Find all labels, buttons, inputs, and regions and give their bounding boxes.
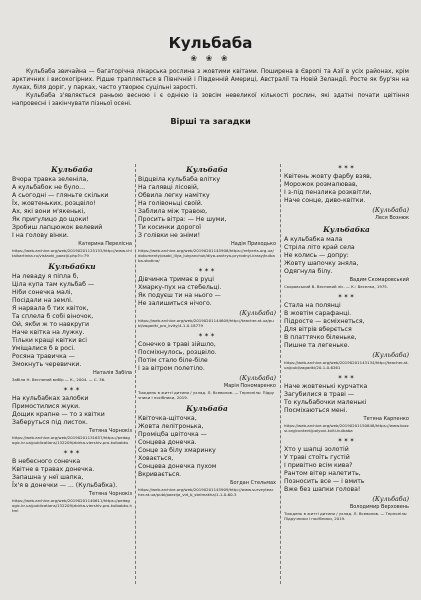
poem-line: На галявці лісовій,	[138, 184, 199, 191]
poem-line: Квіточка-щіточка,	[138, 415, 197, 422]
poem-line: Змокнуть черевички.	[12, 361, 82, 368]
poem-author: Надія Приходько	[231, 241, 276, 247]
poem-line: Просить вітра: — Не шуми,	[138, 216, 227, 223]
poem-source: Забіла Н. Весняний вибір — К., 2004. — С. 36.	[12, 377, 106, 382]
poem-block	[284, 374, 409, 433]
stars-separator-icon: ✶✶✶	[337, 374, 356, 381]
poem-author: Володимир Верховень	[349, 504, 409, 510]
stars-separator-icon: ✶✶✶	[337, 437, 356, 444]
poem-line: Я нарвала б тих квіток,	[12, 305, 89, 312]
poem-line: Для вітрів вберється	[284, 326, 352, 333]
poem-line: Ніби сонечка малі,	[12, 289, 73, 296]
poem-line: На голівоньці своїй.	[138, 200, 203, 207]
poem-line: Квітень жовту фарбу взяв,	[284, 173, 372, 180]
poem-block	[284, 293, 409, 370]
poem-line: І привітно всім кива?	[284, 462, 353, 469]
poem-line: Не залишиться нічого.	[138, 300, 212, 307]
poem-line: Їх'я в донечки — ... (Кульбабка).	[12, 482, 118, 489]
poem-line: Ти косинки дорогої	[138, 224, 202, 231]
poem-block	[12, 449, 132, 513]
poem-line: Пишне та легеньке.	[284, 342, 350, 349]
poem-line: І на голову вінки.	[12, 232, 69, 239]
poem-line: А кульбабка мала	[284, 236, 343, 243]
poem-line: Сонцева донечка.	[138, 439, 197, 446]
poem-line: Потім стало біле-біле	[138, 357, 208, 364]
poem-block	[12, 165, 132, 258]
poem-source: Тиждень в житті дитини / ухлад. Л. Всеволов. — Тернопіль: Підручники і посібники, 2019.	[284, 511, 408, 521]
riddle-answer: (Кульбаба)	[372, 206, 409, 214]
poem-block	[12, 262, 132, 382]
poem-author: Вадим Скомаровський	[349, 277, 409, 283]
document-page	[12, 12, 409, 590]
poem-line: Вкривається.	[138, 471, 182, 478]
poem-lines	[284, 302, 409, 350]
poem-line: Їх, жовтеньких, розцвіло!	[12, 200, 96, 207]
poem-line: В платтячко біленьке,	[284, 334, 357, 341]
poem-line: Стала на полянці	[284, 302, 341, 309]
poem-line: Як пригулицо до щоки!	[12, 216, 89, 223]
stars-separator-icon: ✶✶✶	[62, 386, 82, 393]
poem-line: А сьогодні — гляньте скільки	[12, 192, 109, 199]
poems-column-3	[284, 162, 409, 590]
poem-author: Тетяна Чорнокіз	[88, 428, 132, 434]
document-title: Кульбаба	[168, 34, 253, 52]
poem-title: Кульбаба	[51, 165, 93, 174]
poem-line: На кульбабках залобки	[12, 395, 89, 402]
poem-lines	[284, 236, 409, 276]
riddle-answer: (Кульбаба)	[372, 495, 409, 503]
poem-line: Вчора травка зеленіла,	[12, 176, 89, 183]
intro-text	[12, 68, 409, 108]
poem-block	[284, 437, 409, 521]
poem-lines	[138, 341, 276, 373]
poem-lines	[138, 415, 276, 479]
poem-line: Жовта лелітронька,	[138, 423, 204, 430]
poem-line: Заблила між травою,	[138, 208, 208, 215]
poem-lines	[284, 383, 409, 415]
poem-lines	[12, 458, 132, 490]
poem-source: https://web.archive.org/web/20190201145909/http://www.surveyteacher.at.ua/publ/poezija_vid_b_stelmakha/1-1-0-60-3	[138, 487, 274, 497]
poem-source: https://web.archive.org/web/20190201125153/http://www.chitaikartinka.ru/vistavki_poeziji.php?i=79	[12, 248, 132, 258]
stars-separator-icon: ✶✶✶	[337, 164, 356, 171]
poem-line: І за вітром полетіло.	[138, 365, 205, 372]
poem-block	[138, 267, 276, 328]
poem-line: Тільки кращі квітки всі	[12, 337, 87, 344]
column-divider	[280, 164, 281, 584]
poem-line: Сонцева донечка пухом	[138, 463, 217, 470]
poem-title: Кульбаба	[186, 165, 228, 174]
poem-line: Сонечко в траві зійшло,	[138, 341, 216, 348]
section-heading: Вірші та загадки	[170, 116, 251, 126]
stars-separator-icon: ✶✶✶	[197, 332, 217, 339]
poem-source: https://web.archive.org/web/20190201145908/https://refyerts.org.ua/dokumenty/osobi_illya_lukyanchuk/dlya-zavtrya-pryrodnyi-krasy/kulbaba-skotina/	[138, 248, 275, 263]
poem-line: Посміхнулось, розцвіло.	[138, 349, 217, 356]
poem-line: Одягнула білу.	[284, 268, 333, 275]
column-divider	[135, 164, 136, 584]
poem-line: Дівчинка тримає в руці	[138, 276, 214, 283]
poem-line: Стріла літо край села	[284, 244, 355, 251]
poem-line: Позносить все — і вмить	[284, 478, 365, 485]
poem-author: Богдан Стельмах	[230, 480, 276, 486]
poem-line: Заберуться під листок.	[12, 419, 88, 426]
flower-ornament-icon: ❀ ❀ ❀	[190, 54, 231, 63]
poem-line: Наче квітка на лужку.	[12, 329, 85, 336]
poem-author: Тетяна Чорнокіз	[88, 491, 132, 497]
poem-line: Дощик крапне — то з квітки	[12, 411, 105, 418]
poem-line: На леваду я піпла б,	[12, 273, 79, 280]
poem-title: Кульбабки	[48, 262, 96, 271]
poem-line: Примостилися жуки.	[12, 403, 81, 410]
poem-lines	[12, 176, 132, 240]
riddle-answer: (Кульбаба)	[239, 374, 276, 382]
poems-columns	[12, 162, 409, 590]
poem-line: Посміхаються мені.	[284, 407, 348, 414]
poem-lines	[138, 276, 276, 308]
poem-line: В жовтім сарафанці.	[284, 310, 352, 317]
poem-line: Морожок розмалював,	[284, 181, 358, 188]
poem-block	[138, 332, 276, 400]
poem-line: Ціла купа там кульбаб —	[12, 281, 95, 288]
poem-author: Леся Вознюк	[375, 215, 409, 221]
poem-line: Ах, які вони м'якенькі,	[12, 208, 86, 215]
poem-line: Ой, якби ж то навкруги	[12, 321, 90, 328]
poem-line: Сонце за білу хмаринку	[138, 447, 216, 454]
poem-line: Хмарку-пух на стебельці.	[138, 284, 222, 291]
poem-source: https://web.archive.org/web/20190201144609/http://teacher.at.ua/publ/zagadki_pro_kvity/4-1-0-18779	[138, 318, 274, 328]
poem-line: Уміщалися б в росі.	[12, 345, 76, 352]
poem-line: Росяна травичка —	[12, 353, 75, 360]
poem-line: Наче сонце, диво-квітки.	[284, 197, 366, 204]
poem-block	[284, 164, 409, 221]
poem-line: Та сплела б собі віночок,	[12, 313, 94, 320]
poem-lines	[12, 273, 132, 369]
poems-column-2	[138, 162, 276, 590]
poem-line: Наче жовтенькі курчатка	[284, 383, 368, 390]
poem-line: Посідали на землі.	[12, 297, 73, 304]
poem-block	[138, 165, 276, 263]
poem-line: З голівки не зніми!	[138, 232, 201, 239]
poem-lines	[12, 395, 132, 427]
poem-line: Загубилися в траві —	[284, 391, 355, 398]
intro-paragraph-1: Кульбаба звичайна — багаторічна лікарська рослина з жовтими квітами. Поширена в Європі та Азії в усіх районах, крім арктичних і високогірних. Рідше трапляється в Північній і Південній Америці, Австралії та Новій Зеландії. Росте як бур'ян на луках, біля доріг, у парках, часто утворює суцільні зарості.	[12, 69, 409, 91]
stars-separator-icon: ✶✶✶	[62, 449, 82, 456]
poem-title: Кульбаба	[186, 404, 228, 413]
poem-line: Рантом вітер налетить,	[284, 470, 361, 477]
poem-line: Проміцба цвіточка —	[138, 431, 207, 438]
poem-block	[12, 386, 132, 445]
poem-line: У траві стоїть густій	[284, 454, 350, 461]
poem-line: То кульбабочки маленькі	[284, 399, 367, 406]
poem-line: Вже без шапки голова!	[284, 486, 361, 493]
stars-separator-icon: ✶✶✶	[197, 267, 217, 274]
poem-line: Квітне в травах донечка.	[12, 466, 95, 473]
poem-lines	[138, 176, 276, 240]
poem-author: Тетяна Карпенко	[363, 416, 409, 422]
poem-author: Наталія Забіла	[93, 370, 132, 376]
intro-paragraph-2: Кульбаба з'являється раньою весною і є однією із зовсім невеликої кількості рослин, які здатні почати цвітіння напровесні і закінчувати пізньої осені.	[12, 93, 409, 107]
poem-title: Кульбабка	[323, 225, 370, 234]
poem-line: Не колись — допру:	[284, 252, 349, 259]
poem-lines	[284, 173, 409, 205]
poem-line: Ховається,	[138, 455, 174, 462]
poems-column-1	[12, 162, 132, 590]
poem-source: Тиждень в житті дитини / ухлад. Л. Всеволов. — Тернопіль: Підручники і посібники, 2019.	[138, 390, 275, 400]
poem-line: Хто у шапці золотій	[284, 446, 349, 453]
poem-line: І з-під пензлика розквітли,	[284, 189, 372, 196]
poem-block	[284, 225, 409, 289]
poem-source: Скоровський В. Весняний ліс. — К.: Веселка, 1975.	[284, 284, 389, 289]
poem-source: https://web.archive.org/web/20190201143134/http://teacher.at.ua/publ/zagadki/20-1-0-6261	[284, 360, 409, 370]
poem-line: Підросте — всміхнеться,	[284, 318, 365, 325]
poem-author: Катерина Перелісна	[78, 241, 132, 247]
riddle-answer: (Кульбаба)	[239, 309, 276, 317]
poem-block	[138, 404, 276, 497]
poem-source: https://web.archive.org/web/20190201150848/https://www.kozzsi.org/content/polyovi-kviti-kulbaba	[284, 423, 409, 433]
poem-author: Марія Пономаренко	[223, 383, 276, 389]
poem-line: Відцвіла кульбаба влітку	[138, 176, 221, 183]
poem-line: В небесного сонечка	[12, 458, 81, 465]
poem-line: Як подуєш ти на нього —	[138, 292, 221, 299]
poem-line: Зробиш лапцюжок велевий	[12, 224, 103, 231]
poem-source: https://web.archive.org/web/20190201140611/https://pedagogic.kr.ua/publications/132209/zbirka-viershiv-pro-kulbabku.html	[12, 498, 132, 513]
poem-lines	[284, 446, 409, 494]
riddle-answer: (Кульбаба)	[372, 351, 409, 359]
poem-line: Жовту шапочку зняла,	[284, 260, 359, 267]
poem-line: А кульбабок не було...	[12, 184, 86, 191]
poem-line: Запашна у неї шапка,	[12, 474, 84, 481]
poem-source: https://web.archive.org/web/20190201131657/https://pedagogic.kr.ua/publications/132209/zbirka-viershiv-pro-kulbabku	[12, 435, 130, 445]
stars-separator-icon: ✶✶✶	[337, 293, 356, 300]
poem-line: Обвила легку намітку	[138, 192, 210, 199]
